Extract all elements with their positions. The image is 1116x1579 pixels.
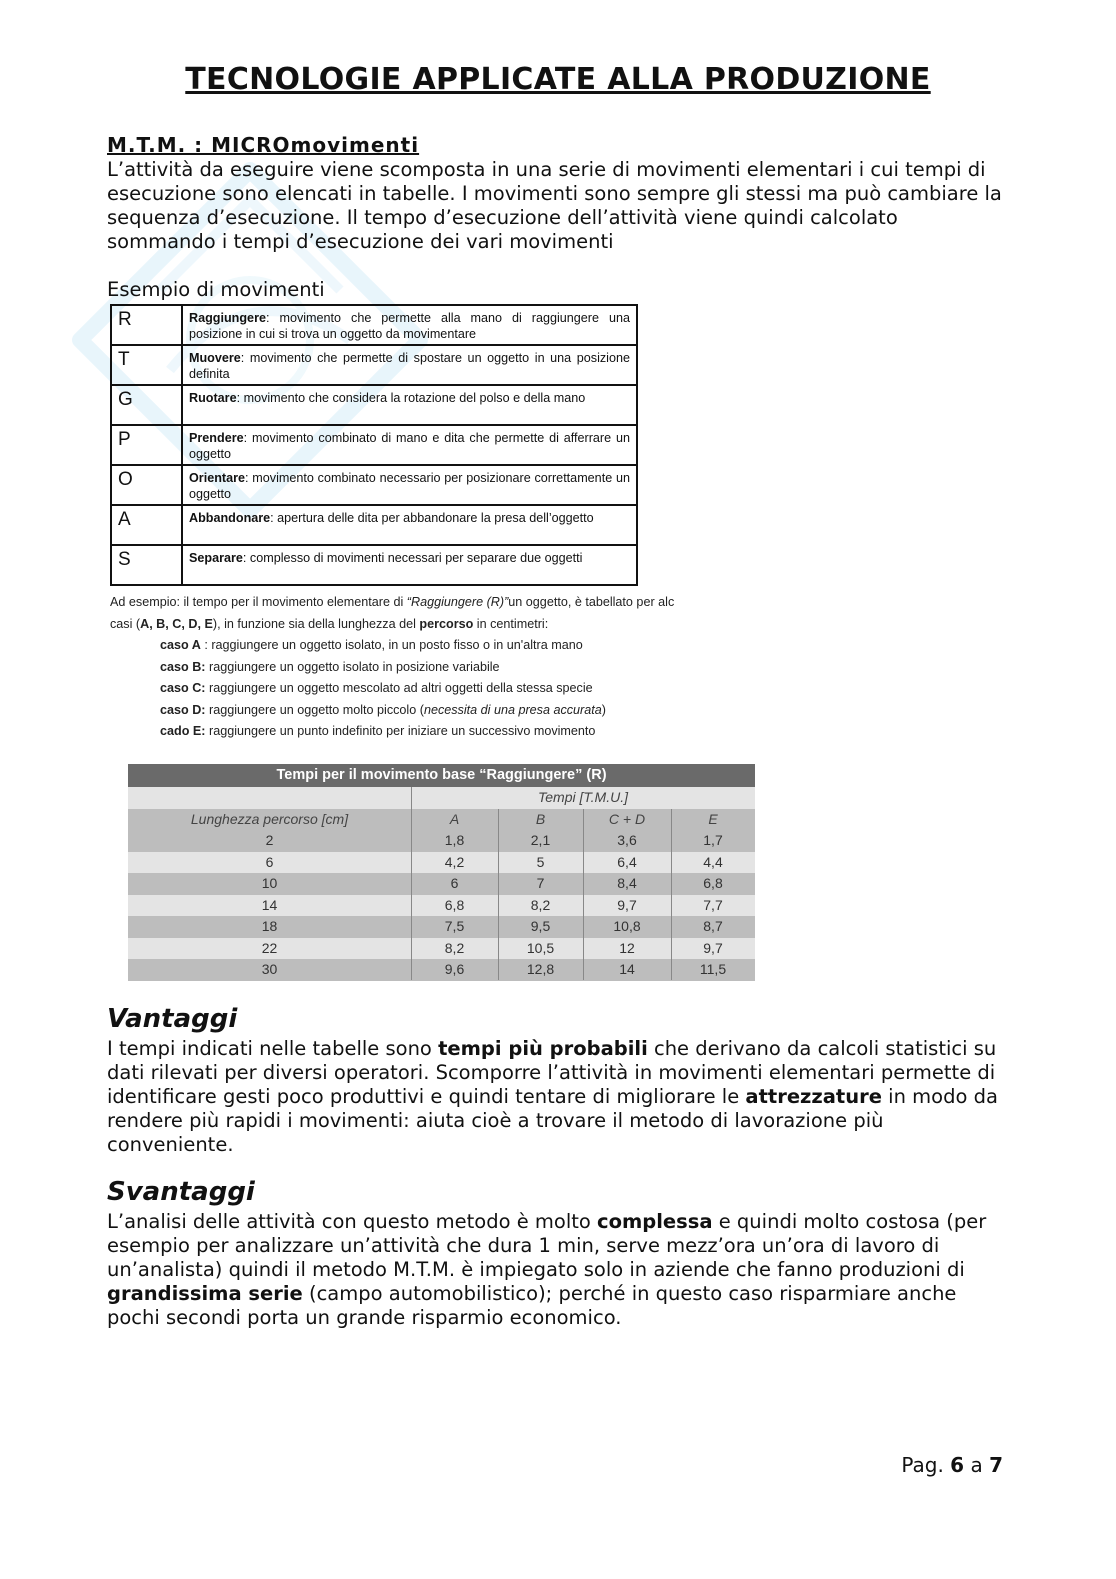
times-table	[128, 764, 755, 980]
time-cell: 3,6	[617, 832, 637, 848]
column-header: B	[535, 810, 546, 827]
movement-name: Orientare	[189, 471, 245, 485]
time-cell: 12,8	[526, 961, 555, 977]
column-divider	[411, 787, 412, 980]
movement-description	[182, 345, 637, 385]
case-item: caso D: raggiungere un oggetto molto piccolo (necessita di una presa accurata)	[160, 702, 606, 717]
times-row	[128, 895, 755, 917]
movement-code: A	[111, 505, 182, 545]
movement-row	[111, 545, 637, 585]
time-cell: 9,5	[530, 918, 551, 934]
vantaggi-heading: Vantaggi	[107, 1004, 238, 1034]
time-cell: 7,7	[703, 896, 723, 913]
time-cell: 8,2	[444, 939, 465, 956]
length-cell: 10	[261, 875, 278, 891]
time-cell: 1,7	[703, 832, 723, 848]
column-divider	[671, 809, 672, 981]
movement-code: T	[111, 345, 182, 385]
movement-text: : movimento che considera la rotazione del polso e della mano	[236, 391, 586, 405]
example-label: Esempio di movimenti	[107, 278, 325, 301]
time-cell: 2,1	[530, 832, 551, 848]
svantaggi-heading: Svantaggi	[107, 1177, 255, 1207]
movement-description	[182, 305, 637, 345]
times-group-header: Tempi [T.M.U.]	[538, 789, 628, 805]
movement-row	[111, 505, 637, 545]
intro-paragraph: L’attività da eseguire viene scomposta in una serie di movimenti elementari i cui tempi di esecuzione sono elencati in tabelle. I movimenti sono sempre gli stessi ma può cambiare la sequenza d’esecuzione. Il tempo d’esecuzione dell’attività viene quindi calcolato sommando i tempi d’esecuzione dei vari movimenti	[107, 158, 1002, 253]
column-header: C + D	[608, 810, 646, 827]
movement-row	[111, 425, 637, 465]
time-cell: 9,6	[444, 961, 465, 977]
cases-intro-line1: Ad esempio: il tempo per il movimento elementare di “Raggiungere (R)”un oggetto, è tabellato per alc	[110, 595, 675, 609]
time-cell: 8,4	[617, 875, 637, 891]
column-header: E	[708, 810, 718, 827]
page-number: Pag. 6 a 7	[901, 1453, 1003, 1477]
movements-table	[110, 304, 638, 586]
times-row	[128, 873, 755, 895]
column-divider	[498, 809, 499, 981]
movement-name: Ruotare	[189, 391, 237, 405]
movement-text: : complesso di movimenti necessari per separare due oggetti	[242, 551, 583, 565]
movement-text: : movimento combinato di mano e dita che permette di afferrare un oggetto	[189, 431, 630, 461]
time-cell: 7	[536, 875, 545, 891]
times-row	[128, 852, 755, 874]
times-table-title: Tempi per il movimento base “Raggiungere” (R)	[128, 764, 755, 787]
time-cell: 6,4	[617, 853, 637, 870]
cases-intro-line2: casi (A, B, C, D, E), in funzione sia della lunghezza del percorso in centimetri:	[110, 616, 549, 631]
movement-name: Prendere	[189, 431, 244, 445]
movement-code: R	[111, 305, 182, 345]
movement-text: : movimento combinato necessario per posizionare correttamente un oggetto	[189, 471, 630, 501]
time-cell: 14	[619, 961, 635, 977]
time-cell: 9,7	[617, 896, 637, 913]
movement-text: : movimento che permette alla mano di raggiungere una posizione in cui si trova un oggetto da movimentare	[189, 311, 630, 341]
time-cell: 1,8	[444, 832, 465, 848]
svantaggi-paragraph: L’analisi delle attività con questo metodo è molto complessa e quindi molto costosa (per esempio per analizzare un’attività che dura 1 min, serve mezz’ora un’ora di lavoro di un’analista) quindi il metodo M.T.M. è impiegato solo in aziende che fanno produzioni di grandissima serie (campo automobilistico); perché in questo caso risparmiare anche pochi secondi porta un grande risparmio economico.	[107, 1210, 987, 1329]
movement-name: Abbandonare	[189, 511, 271, 525]
times-group-header-row	[128, 787, 755, 809]
length-cell: 2	[265, 832, 274, 848]
movement-name: Raggiungere	[189, 311, 266, 325]
case-item: caso C: raggiungere un oggetto mescolato ad altri oggetti della stessa specie	[160, 681, 593, 695]
movement-name: Separare	[189, 551, 243, 565]
time-cell: 10,5	[526, 939, 555, 956]
case-item: cado E: raggiungere un punto indefinito per iniziare un successivo movimento	[160, 724, 596, 738]
movement-row	[111, 385, 637, 425]
page-title: TECNOLOGIE APPLICATE ALLA PRODUZIONE	[185, 62, 931, 97]
movement-row	[111, 465, 637, 505]
time-cell: 5	[536, 853, 545, 870]
movement-name: Muovere	[189, 351, 241, 365]
movement-description	[182, 425, 637, 465]
times-row	[128, 916, 755, 938]
times-row	[128, 830, 755, 852]
movement-code: G	[111, 385, 182, 425]
movement-code: S	[111, 545, 182, 585]
time-cell: 8,7	[703, 918, 723, 934]
times-column-header-row	[128, 809, 755, 831]
movement-text: : apertura delle dita per abbandonare la presa dell’oggetto	[270, 511, 594, 525]
time-cell: 6,8	[444, 896, 465, 913]
movement-code: P	[111, 425, 182, 465]
time-cell: 10,8	[613, 918, 641, 934]
length-cell: 22	[261, 939, 278, 956]
length-cell: 30	[261, 961, 278, 977]
time-cell: 7,5	[444, 918, 465, 934]
movement-row	[111, 345, 637, 385]
movement-description	[182, 505, 637, 545]
movement-description	[182, 545, 637, 585]
length-cell: 18	[261, 918, 278, 934]
length-cell: 6	[265, 853, 274, 870]
length-cell: 14	[261, 896, 278, 913]
movement-text: : movimento che permette di spostare un oggetto in una posizione definita	[189, 351, 630, 381]
time-cell: 4,2	[444, 853, 465, 870]
vantaggi-paragraph: I tempi indicati nelle tabelle sono tempi più probabili che derivano da calcoli statistici su dati rilevati per diversi operatori. Scomporre l’attività in movimenti elementari permette di identificare gesti poco produttivi e quindi tentare di migliorare le attrezzature in modo da rendere più rapidi i movimenti: aiuta cioè a trovare il metodo di lavorazione più conveniente.	[107, 1037, 998, 1156]
movement-description	[182, 385, 637, 425]
movement-code: O	[111, 465, 182, 505]
movement-row	[111, 305, 637, 345]
time-cell: 6,8	[703, 875, 723, 891]
case-item: caso A : raggiungere un oggetto isolato, in un posto fisso o in un'altra mano	[160, 638, 583, 652]
column-divider	[583, 809, 584, 981]
section-heading: M.T.M. : MICROmovimenti	[107, 133, 420, 157]
time-cell: 8,2	[530, 896, 551, 913]
times-row	[128, 959, 755, 981]
time-cell: 12	[619, 939, 635, 956]
times-row	[128, 938, 755, 960]
time-cell: 11,5	[699, 961, 727, 977]
time-cell: 6	[450, 875, 459, 891]
movement-description	[182, 465, 637, 505]
length-header: Lunghezza percorso [cm]	[190, 810, 349, 827]
time-cell: 9,7	[703, 939, 723, 956]
cases-block	[110, 592, 762, 743]
case-item: caso B: raggiungere un oggetto isolato in posizione variabile	[160, 659, 500, 674]
time-cell: 4,4	[703, 853, 723, 870]
column-header: A	[449, 810, 460, 827]
